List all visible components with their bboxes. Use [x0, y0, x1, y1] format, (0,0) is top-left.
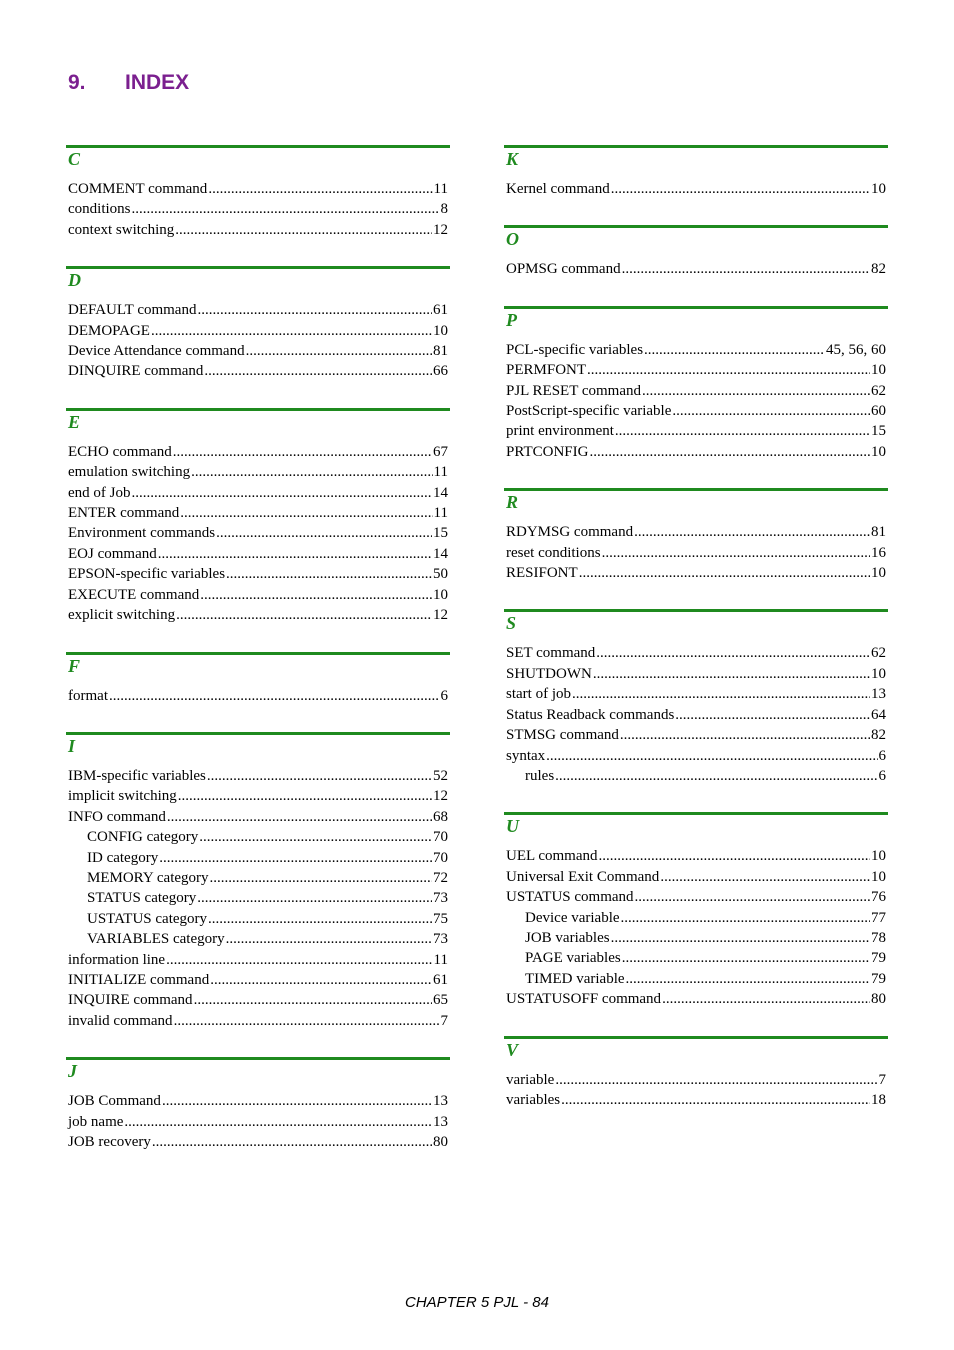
- entry-pages: 11: [433, 951, 448, 968]
- index-entry: [68, 1011, 448, 1031]
- dot-leader: [596, 643, 870, 663]
- entry-pages: 80: [871, 991, 886, 1008]
- entry-list: [66, 300, 448, 382]
- dot-leader: [675, 705, 870, 725]
- entry-term: ECHO command: [68, 443, 172, 460]
- dot-leader: [200, 585, 432, 605]
- entry-term: EPSON-specific variables: [68, 566, 226, 583]
- section-letter: D: [68, 270, 81, 291]
- index-section-s: [504, 609, 888, 786]
- index-entry: [68, 605, 448, 625]
- entry-pages: 10: [871, 868, 886, 885]
- entry-term: PAGE variables: [525, 950, 621, 967]
- entry-pages: 15: [433, 525, 448, 542]
- entry-term: OPMSG command: [506, 261, 621, 278]
- dot-leader: [634, 522, 870, 542]
- index-entry: [68, 786, 448, 806]
- entry-pages: 15: [871, 423, 886, 440]
- dot-leader: [159, 848, 432, 868]
- dot-leader: [615, 421, 870, 441]
- index-entry: [506, 360, 886, 380]
- dot-leader: [546, 746, 877, 766]
- entry-pages: 73: [433, 890, 448, 907]
- page-title: [68, 70, 189, 96]
- index-entry: [68, 179, 448, 199]
- index-entry: [506, 1090, 886, 1110]
- dot-leader: [109, 686, 440, 706]
- dot-leader: [579, 563, 870, 583]
- entry-term: INFO command: [68, 808, 166, 825]
- index-entry: [506, 867, 886, 887]
- index-entry: [506, 887, 886, 907]
- index-entry: [506, 766, 886, 786]
- index-entry: [68, 199, 448, 219]
- dot-leader: [199, 827, 432, 847]
- entry-pages: 13: [433, 1093, 448, 1110]
- entry-list: [504, 643, 886, 786]
- entry-term: CONFIG category: [87, 829, 199, 846]
- dot-leader: [151, 321, 432, 341]
- dot-leader: [644, 340, 825, 360]
- dot-leader: [208, 179, 432, 199]
- index-entry: [68, 868, 448, 888]
- entry-pages: 7: [440, 1012, 448, 1029]
- entry-term: STMSG command: [506, 727, 619, 744]
- index-entry: [68, 564, 448, 584]
- entry-term: USTATUS command: [506, 889, 634, 906]
- index-entry: [506, 522, 886, 542]
- entry-term: print environment: [506, 423, 614, 440]
- index-entry: [68, 827, 448, 847]
- index-section-c: [66, 145, 450, 240]
- dot-leader: [197, 888, 432, 908]
- entry-term: JOB Command: [68, 1093, 161, 1110]
- entry-term: INQUIRE command: [68, 992, 193, 1009]
- entry-list: [66, 686, 448, 706]
- entry-term: USTATUS category: [87, 910, 208, 927]
- dot-leader: [176, 605, 432, 625]
- chapter-title: INDEX: [125, 71, 190, 94]
- entry-term: PCL-specific variables: [506, 341, 644, 358]
- entry-pages: 13: [871, 686, 886, 703]
- index-entry: [506, 543, 886, 563]
- index-entry: [506, 908, 886, 928]
- entry-term: format: [68, 687, 108, 704]
- entry-term: COMMENT command: [68, 181, 208, 197]
- entry-pages: 64: [871, 706, 886, 723]
- entry-term: MEMORY category: [87, 869, 209, 886]
- entry-pages: 76: [871, 889, 886, 906]
- dot-leader: [191, 462, 432, 482]
- entry-term: STATUS category: [87, 890, 197, 907]
- entry-pages: 12: [433, 788, 448, 805]
- entry-pages: 18: [871, 1091, 886, 1108]
- dot-leader: [132, 199, 440, 219]
- page-footer: CHAPTER 5 PJL - 84: [405, 1294, 549, 1311]
- entry-term: UEL command: [506, 848, 598, 865]
- entry-pages: 45, 56, 60: [826, 341, 886, 358]
- dot-leader: [620, 725, 870, 745]
- dot-leader: [611, 179, 870, 199]
- entry-pages: 70: [433, 849, 448, 866]
- entry-term: RDYMSG command: [506, 524, 634, 541]
- entry-pages: 68: [433, 808, 448, 825]
- section-letter: E: [68, 411, 81, 432]
- entry-pages: 65: [433, 992, 448, 1009]
- section-letter: P: [506, 309, 517, 330]
- dot-leader: [178, 786, 432, 806]
- dot-leader: [216, 523, 432, 543]
- entry-term: USTATUSOFF command: [506, 991, 662, 1008]
- entry-term: information line: [68, 951, 166, 968]
- section-letter: S: [506, 613, 517, 634]
- entry-pages: 81: [871, 524, 886, 541]
- dot-leader: [158, 544, 432, 564]
- dot-leader: [662, 989, 870, 1009]
- entry-term: Universal Exit Command: [506, 868, 660, 885]
- entry-term: Kernel command: [506, 181, 610, 197]
- entry-pages: 52: [433, 767, 448, 784]
- index-entry: [68, 1091, 448, 1111]
- index-entry: [68, 950, 448, 970]
- entry-term: PERMFONT: [506, 362, 587, 379]
- entry-pages: 61: [433, 971, 448, 988]
- index-column-right: [504, 145, 888, 1110]
- entry-pages: 75: [433, 910, 448, 927]
- index-entry: [68, 1112, 448, 1132]
- index-entry: [68, 888, 448, 908]
- entry-pages: 79: [871, 950, 886, 967]
- entry-term: DEFAULT command: [68, 302, 197, 319]
- dot-leader: [626, 969, 870, 989]
- dot-leader: [555, 766, 877, 786]
- entry-pages: 62: [871, 382, 886, 399]
- index-entry: [506, 725, 886, 745]
- entry-pages: 6: [878, 767, 886, 784]
- entry-list: [504, 1070, 886, 1111]
- index-section-d: [66, 266, 450, 382]
- entry-term: job name: [68, 1113, 124, 1130]
- index-section-o: [504, 225, 888, 279]
- entry-term: EOJ command: [68, 545, 157, 562]
- index-entry: [68, 523, 448, 543]
- entry-term: variable: [506, 1071, 555, 1088]
- entry-list: [504, 259, 886, 279]
- entry-pages: 82: [871, 261, 886, 278]
- dot-leader: [162, 1091, 432, 1111]
- dot-leader: [124, 1112, 432, 1132]
- entry-term: emulation switching: [68, 464, 191, 481]
- dot-leader: [611, 928, 870, 948]
- entry-term: RESIFONT: [506, 565, 578, 582]
- index-entry: [68, 686, 448, 706]
- entry-term: VARIABLES category: [87, 931, 225, 948]
- index-entry: [506, 442, 886, 462]
- dot-leader: [173, 442, 432, 462]
- index-entry: [68, 990, 448, 1010]
- index-entry: [68, 766, 448, 786]
- section-letter: K: [506, 149, 519, 169]
- index-section-u: [504, 812, 888, 1009]
- index-entry: [68, 361, 448, 381]
- dot-leader: [152, 1132, 432, 1152]
- entry-pages: 50: [433, 566, 448, 583]
- entry-pages: 77: [871, 909, 886, 926]
- index-entry: [506, 969, 886, 989]
- entry-list: [66, 442, 448, 626]
- entry-pages: 10: [871, 848, 886, 865]
- index-entry: [506, 401, 886, 421]
- section-letter: C: [68, 149, 81, 169]
- entry-term: syntax: [506, 747, 546, 764]
- entry-pages: 81: [433, 343, 448, 360]
- dot-leader: [226, 929, 432, 949]
- entry-term: IBM-specific variables: [68, 767, 206, 784]
- dot-leader: [593, 664, 870, 684]
- dot-leader: [208, 909, 432, 929]
- index-section-v: [504, 1036, 888, 1111]
- index-entry: [506, 259, 886, 279]
- dot-leader: [561, 1090, 870, 1110]
- dot-leader: [175, 220, 432, 240]
- dot-leader: [194, 990, 432, 1010]
- dot-leader: [660, 867, 870, 887]
- dot-leader: [166, 950, 432, 970]
- entry-pages: 11: [433, 464, 448, 481]
- entry-term: DEMOPAGE: [68, 322, 150, 339]
- dot-leader: [572, 684, 870, 704]
- index-section-f: [66, 652, 450, 706]
- entry-list: [66, 766, 448, 1031]
- index-entry: [506, 684, 886, 704]
- dot-leader: [622, 948, 870, 968]
- dot-leader: [210, 970, 432, 990]
- index-entry: [506, 563, 886, 583]
- entry-pages: 79: [871, 970, 886, 987]
- entry-term: ID category: [87, 849, 159, 866]
- dot-leader: [246, 341, 432, 361]
- entry-term: PJL RESET command: [506, 382, 641, 399]
- entry-term: INITIALIZE command: [68, 971, 210, 988]
- section-letter: R: [506, 492, 519, 513]
- entry-list: [504, 340, 886, 462]
- entry-pages: 10: [871, 565, 886, 582]
- dot-leader: [587, 360, 870, 380]
- index-entry: [68, 321, 448, 341]
- entry-pages: 11: [433, 505, 448, 522]
- index-entry: [68, 483, 448, 503]
- dot-leader: [642, 381, 870, 401]
- entry-pages: 6: [878, 747, 886, 764]
- entry-term: end of Job: [68, 484, 131, 501]
- index-entry: [506, 746, 886, 766]
- dot-leader: [599, 846, 870, 866]
- entry-term: TIMED variable: [525, 970, 625, 987]
- section-letter: O: [506, 229, 519, 250]
- index-entry: [68, 300, 448, 320]
- entry-term: SET command: [506, 645, 596, 662]
- entry-pages: 80: [433, 1134, 448, 1150]
- index-entry: [68, 544, 448, 564]
- entry-pages: 14: [433, 484, 448, 501]
- index-entry: [68, 807, 448, 827]
- entry-term: Device Attendance command: [68, 343, 245, 360]
- entry-term: start of job: [506, 686, 571, 703]
- index-entry: [68, 929, 448, 949]
- dot-leader: [621, 908, 870, 928]
- entry-term: implicit switching: [68, 788, 177, 805]
- dot-leader: [672, 401, 870, 421]
- entry-term: Environment commands: [68, 525, 216, 542]
- index-entry: [68, 585, 448, 605]
- index-entry: [506, 928, 886, 948]
- entry-pages: 16: [871, 544, 886, 561]
- entry-term: SHUTDOWN: [506, 665, 592, 682]
- index-section-p: [504, 306, 888, 462]
- entry-pages: 60: [871, 403, 886, 420]
- entry-list: [504, 846, 886, 1009]
- entry-term: ENTER command: [68, 505, 180, 522]
- dot-leader: [226, 564, 432, 584]
- index-entry: [506, 1070, 886, 1090]
- index-section-e: [66, 408, 450, 626]
- entry-pages: 13: [433, 1113, 448, 1130]
- entry-pages: 78: [871, 929, 886, 946]
- entry-term: context switching: [68, 221, 175, 238]
- dot-leader: [204, 361, 432, 381]
- index-entry: [68, 341, 448, 361]
- section-letter: V: [506, 1039, 519, 1060]
- entry-term: DINQUIRE command: [68, 363, 204, 380]
- entry-pages: 66: [433, 363, 448, 380]
- index-entry: [506, 989, 886, 1009]
- index-entry: [506, 705, 886, 725]
- entry-term: rules: [525, 767, 555, 784]
- index-entry: [506, 421, 886, 441]
- entry-list: [66, 179, 448, 240]
- index-entry: [68, 503, 448, 523]
- entry-term: reset conditions: [506, 544, 601, 561]
- dot-leader: [174, 1011, 440, 1031]
- index-entry: [68, 462, 448, 482]
- entry-pages: 73: [433, 931, 448, 948]
- entry-pages: 7: [878, 1071, 886, 1088]
- dot-leader: [555, 1070, 877, 1090]
- entry-pages: 10: [433, 586, 448, 603]
- dot-leader: [622, 259, 870, 279]
- entry-pages: 72: [433, 869, 448, 886]
- entry-pages: 11: [433, 181, 448, 197]
- entry-pages: 8: [440, 201, 448, 218]
- dot-leader: [167, 807, 432, 827]
- index-section-i: [66, 732, 450, 1031]
- entry-term: invalid command: [68, 1012, 173, 1029]
- index-entry: [506, 846, 886, 866]
- entry-term: explicit switching: [68, 607, 176, 624]
- entry-pages: 12: [433, 221, 448, 238]
- entry-pages: 6: [440, 687, 448, 704]
- entry-pages: 82: [871, 727, 886, 744]
- entry-pages: 14: [433, 545, 448, 562]
- dot-leader: [197, 300, 432, 320]
- entry-list: [504, 179, 886, 199]
- dot-leader: [132, 483, 433, 503]
- index-entry: [68, 220, 448, 240]
- index-entry: [506, 643, 886, 663]
- entry-pages: 10: [871, 181, 886, 197]
- entry-term: Status Readback commands: [506, 706, 675, 723]
- entry-pages: 10: [433, 322, 448, 339]
- index-entry: [506, 179, 886, 199]
- index-entry: [68, 442, 448, 462]
- entry-list: [504, 522, 886, 583]
- entry-pages: 10: [871, 443, 886, 460]
- entry-term: conditions: [68, 201, 131, 218]
- section-letter: I: [68, 735, 76, 756]
- entry-pages: 67: [433, 443, 448, 460]
- section-letter: J: [68, 1061, 77, 1082]
- dot-leader: [180, 503, 432, 523]
- index-section-k: [504, 145, 888, 199]
- index-column-left: [66, 145, 450, 1152]
- index-entry: [506, 340, 886, 360]
- entry-term: Device variable: [525, 909, 620, 926]
- entry-term: JOB recovery: [68, 1134, 151, 1150]
- index-entry: [506, 381, 886, 401]
- dot-leader: [635, 887, 870, 907]
- entry-pages: 70: [433, 829, 448, 846]
- entry-term: PostScript-specific variable: [506, 403, 672, 420]
- dot-leader: [207, 766, 432, 786]
- entry-pages: 10: [871, 362, 886, 379]
- index-entry: [68, 1132, 448, 1152]
- index-entry: [68, 909, 448, 929]
- chapter-number: 9.: [68, 71, 86, 94]
- index-entry: [506, 948, 886, 968]
- entry-term: variables: [506, 1091, 561, 1108]
- entry-term: PRTCONFIG: [506, 443, 589, 460]
- entry-term: EXECUTE command: [68, 586, 200, 603]
- entry-pages: 10: [871, 665, 886, 682]
- section-letter: F: [68, 655, 81, 676]
- dot-leader: [602, 543, 870, 563]
- section-letter: U: [506, 816, 519, 837]
- dot-leader: [589, 442, 870, 462]
- index-entry: [68, 848, 448, 868]
- dot-leader: [210, 868, 432, 888]
- index-section-r: [504, 488, 888, 583]
- entry-pages: 61: [433, 302, 448, 319]
- entry-pages: 12: [433, 607, 448, 624]
- entry-pages: 62: [871, 645, 886, 662]
- entry-list: [66, 1091, 448, 1152]
- index-entry: [506, 664, 886, 684]
- index-entry: [68, 970, 448, 990]
- index-section-j: [66, 1057, 450, 1152]
- entry-term: JOB variables: [525, 929, 610, 946]
